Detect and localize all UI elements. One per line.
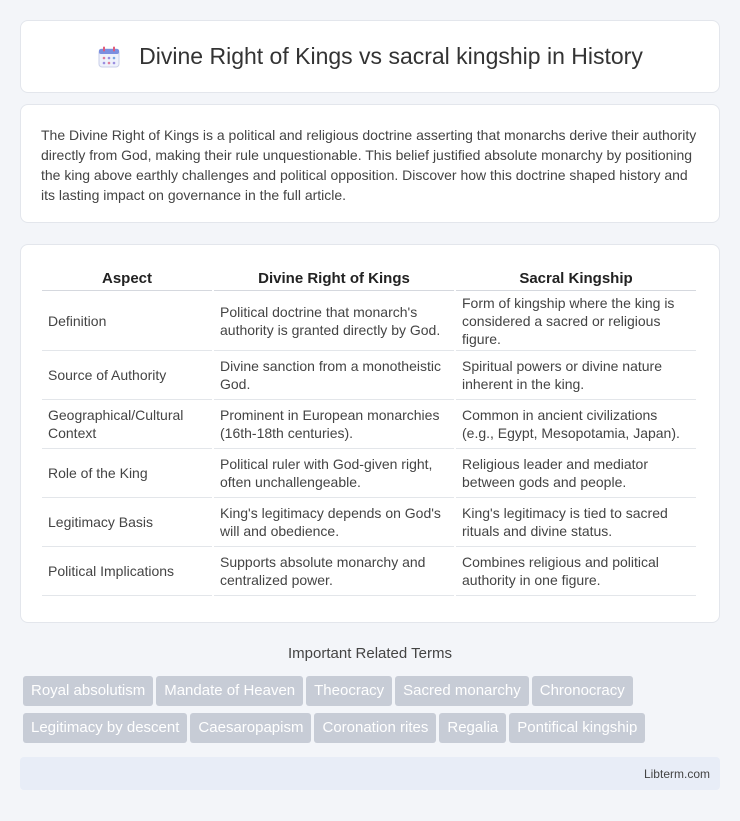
row-sacral-kingship: Religious leader and mediator between gods and people.: [456, 449, 696, 498]
row-sacral-kingship: King's legitimacy is tied to sacred rituals and divine status.: [456, 498, 696, 547]
calendar-icon: [97, 45, 121, 69]
table-row: [42, 498, 696, 547]
related-term-tag[interactable]: Legitimacy by descent: [23, 713, 187, 743]
related-term-tag[interactable]: Royal absolutism: [23, 676, 153, 706]
intro-text: The Divine Right of Kings is a political and religious doctrine asserting that monarchs derive their authority directly from God, making their rule unquestionable. This belief justified absolute monarchy by positioning the king above earthly challenges and political opposition. Discover how this doctrine shaped history and its lasting impact on governance in the full article.: [41, 127, 697, 203]
related-term-tag[interactable]: Regalia: [439, 713, 506, 743]
page-title: Divine Right of Kings vs sacral kingship in History: [139, 43, 643, 69]
row-aspect: Role of the King: [42, 449, 212, 498]
header-aspect: Aspect: [42, 267, 212, 291]
row-aspect: Definition: [42, 291, 212, 351]
related-term-tag[interactable]: Pontifical kingship: [509, 713, 645, 743]
related-term-tag[interactable]: Caesaropapism: [190, 713, 311, 743]
row-divine-right: Supports absolute monarchy and centralized power.: [214, 547, 454, 596]
related-term-tag[interactable]: Sacred monarchy: [395, 676, 529, 706]
row-sacral-kingship: Spiritual powers or divine nature inherent in the king.: [456, 351, 696, 400]
row-sacral-kingship: Form of kingship where the king is considered a sacred or religious figure.: [456, 291, 696, 351]
footer: [20, 757, 720, 790]
related-term-tag[interactable]: Coronation rites: [314, 713, 436, 743]
footer-brand-link[interactable]: Libterm.com: [643, 767, 710, 781]
row-divine-right: King's legitimacy depends on God's will and obedience.: [214, 498, 454, 547]
row-divine-right: Prominent in European monarchies (16th-18th centuries).: [214, 400, 454, 449]
table-row: [42, 449, 696, 498]
related-term-tag[interactable]: Mandate of Heaven: [156, 676, 303, 706]
table-row: [42, 400, 696, 449]
header-card: [20, 20, 720, 93]
comparison-table: [40, 267, 698, 596]
row-aspect: Source of Authority: [42, 351, 212, 400]
related-terms-list: [23, 676, 723, 750]
related-terms-title: Important Related Terms: [288, 645, 452, 662]
row-aspect: Geographical/Cultural Context: [42, 400, 212, 449]
table-row: [42, 291, 696, 351]
header-sacral-kingship: Sacral Kingship: [456, 267, 696, 291]
row-sacral-kingship: Combines religious and political authority in one figure.: [456, 547, 696, 596]
row-divine-right: Political ruler with God-given right, often unchallengeable.: [214, 449, 454, 498]
row-aspect: Legitimacy Basis: [42, 498, 212, 547]
row-sacral-kingship: Common in ancient civilizations (e.g., Egypt, Mesopotamia, Japan).: [456, 400, 696, 449]
row-divine-right: Political doctrine that monarch's authority is granted directly by God.: [214, 291, 454, 351]
intro-card: [20, 104, 720, 223]
table-header-row: [42, 267, 696, 291]
row-divine-right: Divine sanction from a monotheistic God.: [214, 351, 454, 400]
table-row: [42, 351, 696, 400]
table-row: [42, 547, 696, 596]
row-aspect: Political Implications: [42, 547, 212, 596]
related-term-tag[interactable]: Theocracy: [306, 676, 392, 706]
related-term-tag[interactable]: Chronocracy: [532, 676, 633, 706]
header-divine-right: Divine Right of Kings: [214, 267, 454, 291]
comparison-table-card: [20, 244, 720, 623]
